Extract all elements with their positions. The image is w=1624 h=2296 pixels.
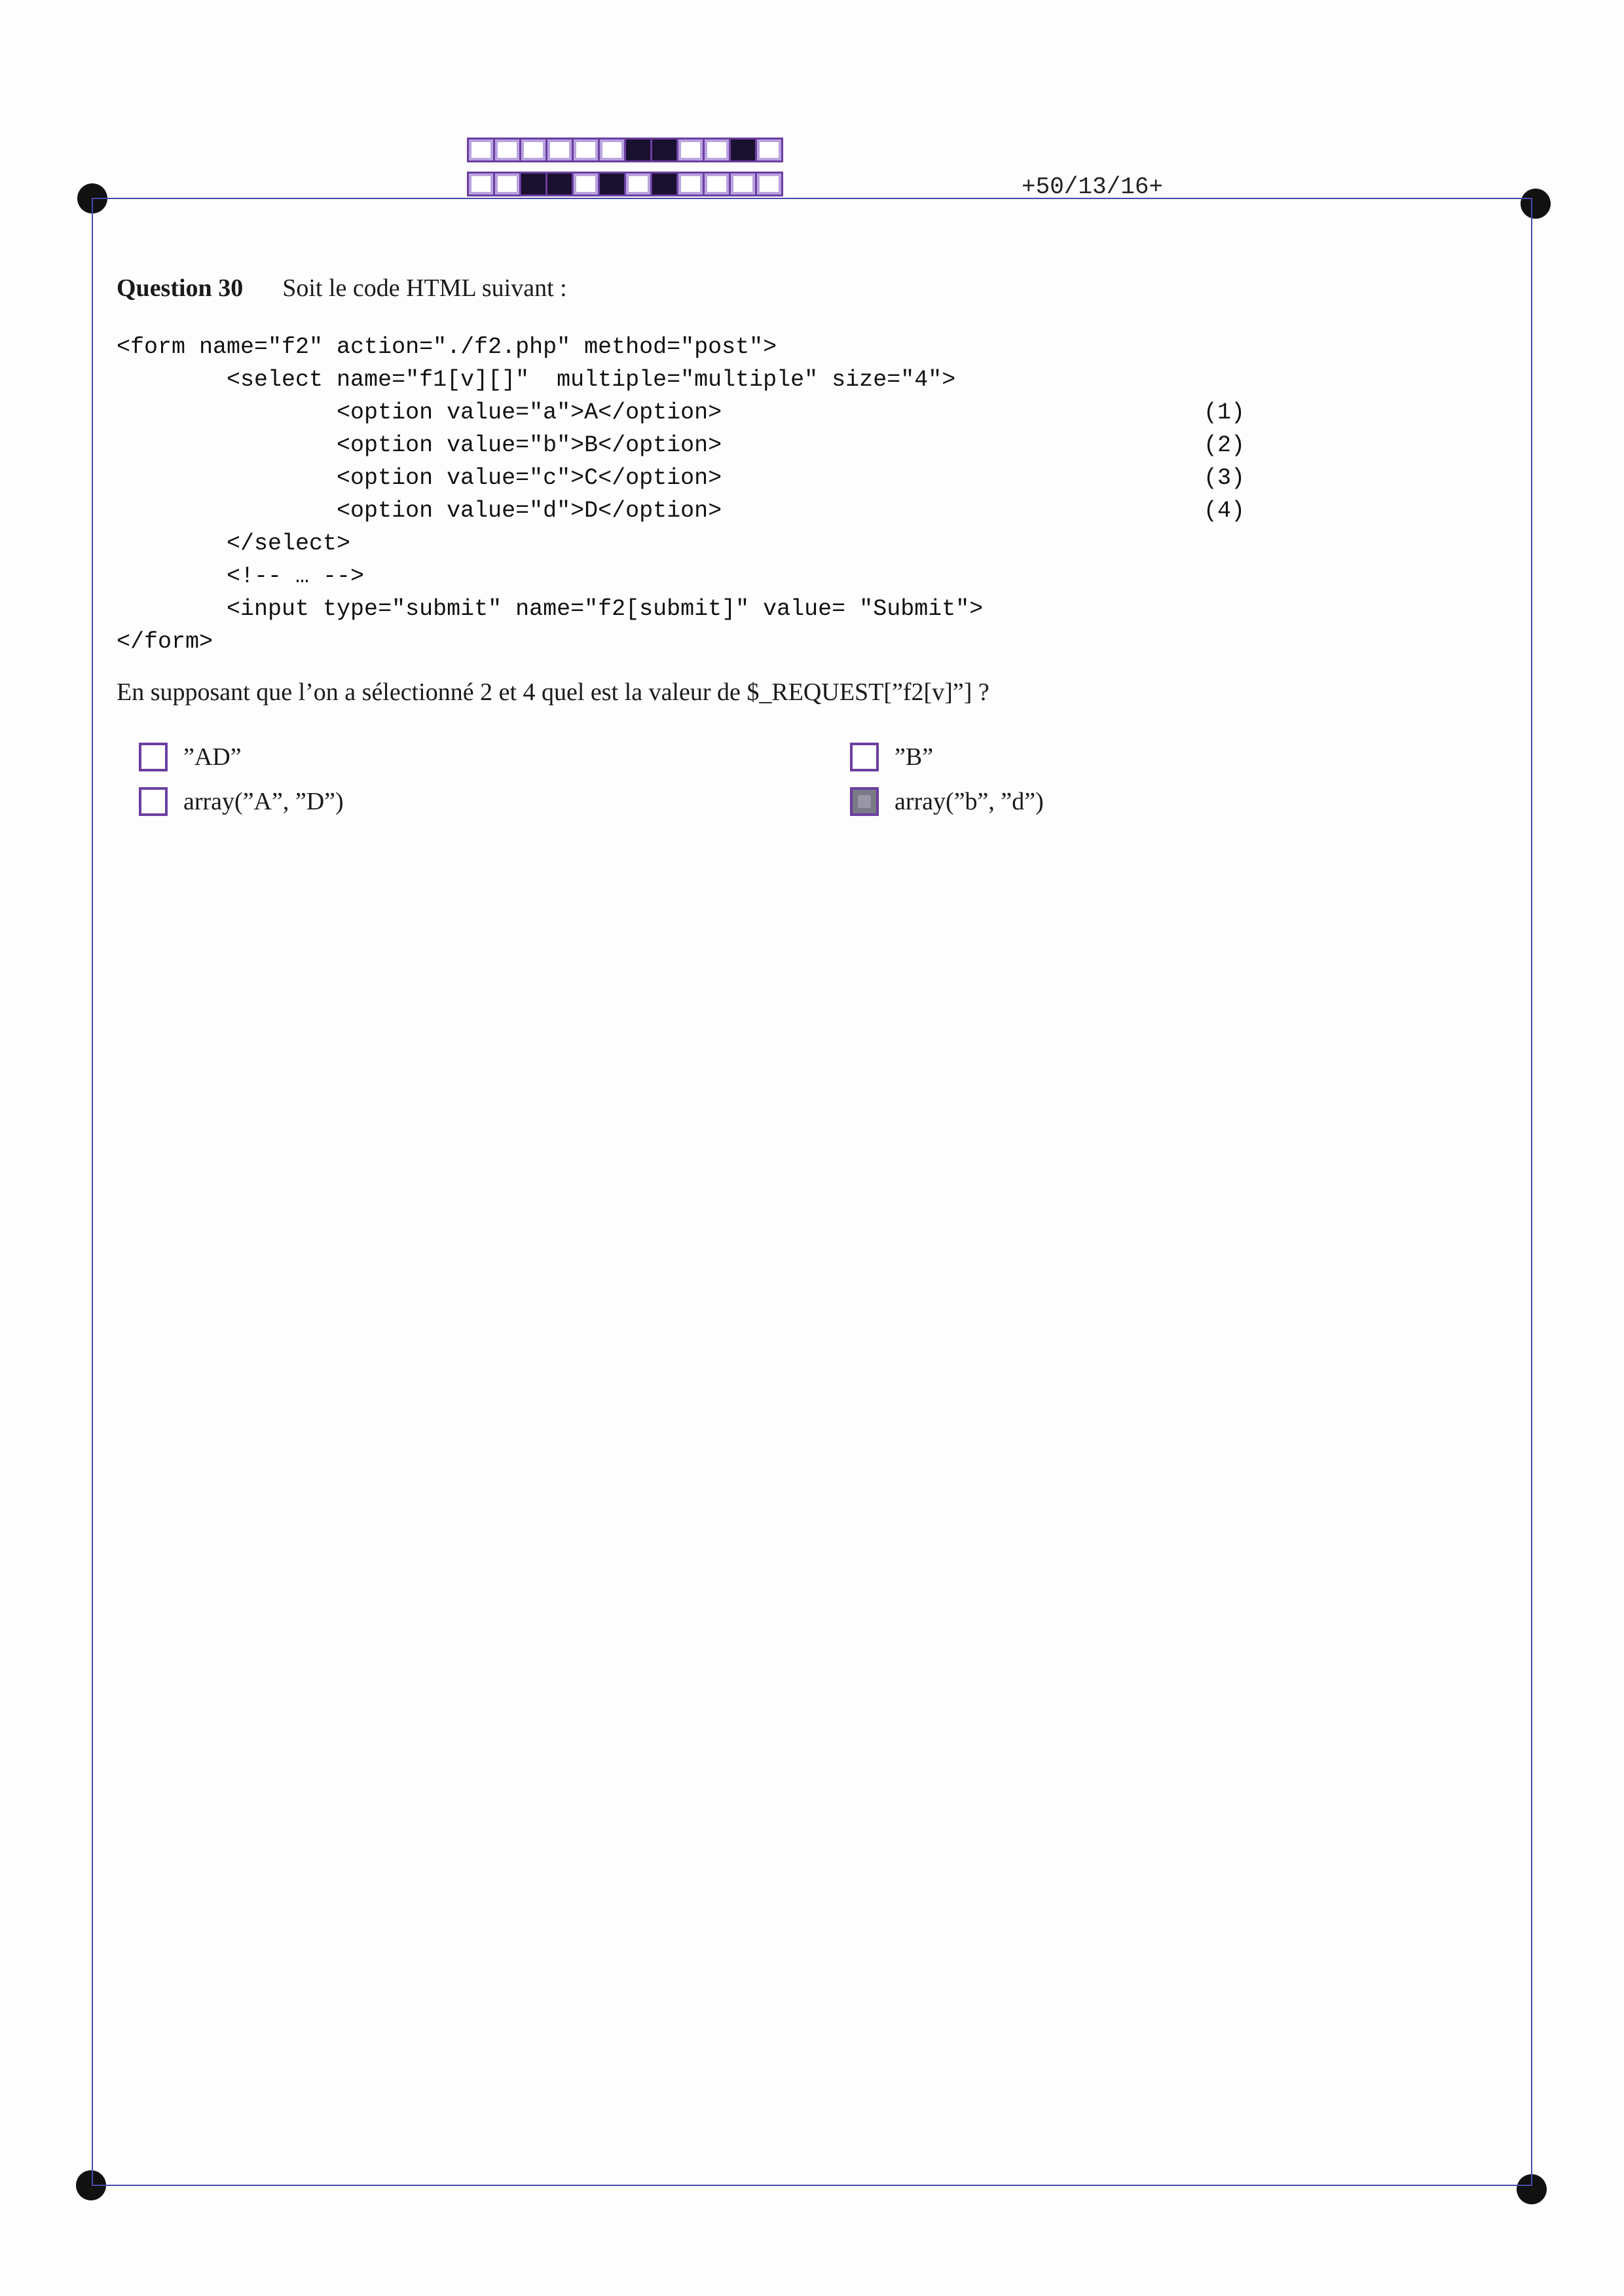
question-intro: Soit le code HTML suivant : <box>282 274 567 302</box>
question-prompt: En supposant que l’on a sélectionné 2 et 4 quel est la valeur de $_REQUEST[”f2[v]”] ? <box>117 678 989 706</box>
id-bottom-cell <box>731 174 755 194</box>
code-text: <!-- … --> <box>117 563 365 589</box>
answer-option-ad[interactable] <box>139 743 242 771</box>
id-top-cell <box>574 139 598 160</box>
checkbox-checked[interactable] <box>850 787 879 816</box>
option-number: (4) <box>1204 498 1246 524</box>
id-bottom-cell <box>705 174 729 194</box>
code-line <box>117 429 1295 462</box>
page-id: +50/13/16+ <box>1022 174 1164 200</box>
code-text: <option value="d">D</option> <box>117 498 722 524</box>
answer-option-array-a-d[interactable] <box>139 787 344 816</box>
id-top-cell <box>469 139 493 160</box>
id-top-cell <box>652 139 676 160</box>
id-top-cell <box>757 139 781 160</box>
answer-option-b[interactable] <box>850 743 933 771</box>
code-line <box>117 625 1295 658</box>
code-block <box>117 331 1295 658</box>
code-text: <select name="f1[v][]" multiple="multiple" size="4"> <box>117 367 956 393</box>
id-bottom-cell <box>626 174 650 194</box>
answer-label: array(”b”, ”d”) <box>895 788 1044 815</box>
id-top-cell <box>495 139 519 160</box>
option-number: (1) <box>1204 399 1246 426</box>
option-number: (2) <box>1204 432 1246 458</box>
id-top-cell <box>705 139 729 160</box>
code-text: <option value="a">A</option> <box>117 399 722 426</box>
id-top-cell <box>547 139 572 160</box>
code-line <box>117 494 1295 527</box>
answer-label: ”AD” <box>183 743 242 771</box>
code-line <box>117 527 1295 560</box>
code-line <box>117 462 1295 494</box>
id-bottom-cell <box>678 174 703 194</box>
id-top-cell <box>521 139 545 160</box>
answer-label: array(”A”, ”D”) <box>183 788 344 815</box>
id-bottom-cell <box>652 174 676 194</box>
id-top-cell <box>600 139 624 160</box>
id-bottom-cell <box>757 174 781 194</box>
id-barcode-bottom <box>467 172 783 196</box>
checkbox[interactable] <box>139 743 168 771</box>
id-bottom-cell <box>495 174 519 194</box>
code-line <box>117 560 1295 593</box>
code-line <box>117 396 1295 429</box>
id-top-cell <box>678 139 703 160</box>
option-number: (3) <box>1204 465 1246 491</box>
code-line <box>117 331 1295 363</box>
checkbox[interactable] <box>850 743 879 771</box>
code-text: <option value="c">C</option> <box>117 465 722 491</box>
answer-option-array-b-d[interactable] <box>850 787 1044 816</box>
question-header <box>117 274 567 303</box>
id-bottom-cell <box>574 174 598 194</box>
code-line <box>117 363 1295 396</box>
code-text: </form> <box>117 629 213 655</box>
code-line <box>117 593 1295 625</box>
code-text: <input type="submit" name="f2[submit]" value= "Submit"> <box>117 596 984 622</box>
checkbox[interactable] <box>139 787 168 816</box>
code-text: <option value="b">B</option> <box>117 432 722 458</box>
id-bottom-cell <box>469 174 493 194</box>
answer-label: ”B” <box>895 743 934 771</box>
id-top-cell <box>731 139 755 160</box>
id-bottom-cell <box>521 174 545 194</box>
code-text: </select> <box>117 530 351 557</box>
id-bottom-cell <box>600 174 624 194</box>
id-barcode-top <box>467 138 783 162</box>
id-bottom-cell <box>547 174 572 194</box>
question-number: Question 30 <box>117 274 244 302</box>
id-top-cell <box>626 139 650 160</box>
code-text: <form name="f2" action="./f2.php" method="post"> <box>117 334 777 360</box>
